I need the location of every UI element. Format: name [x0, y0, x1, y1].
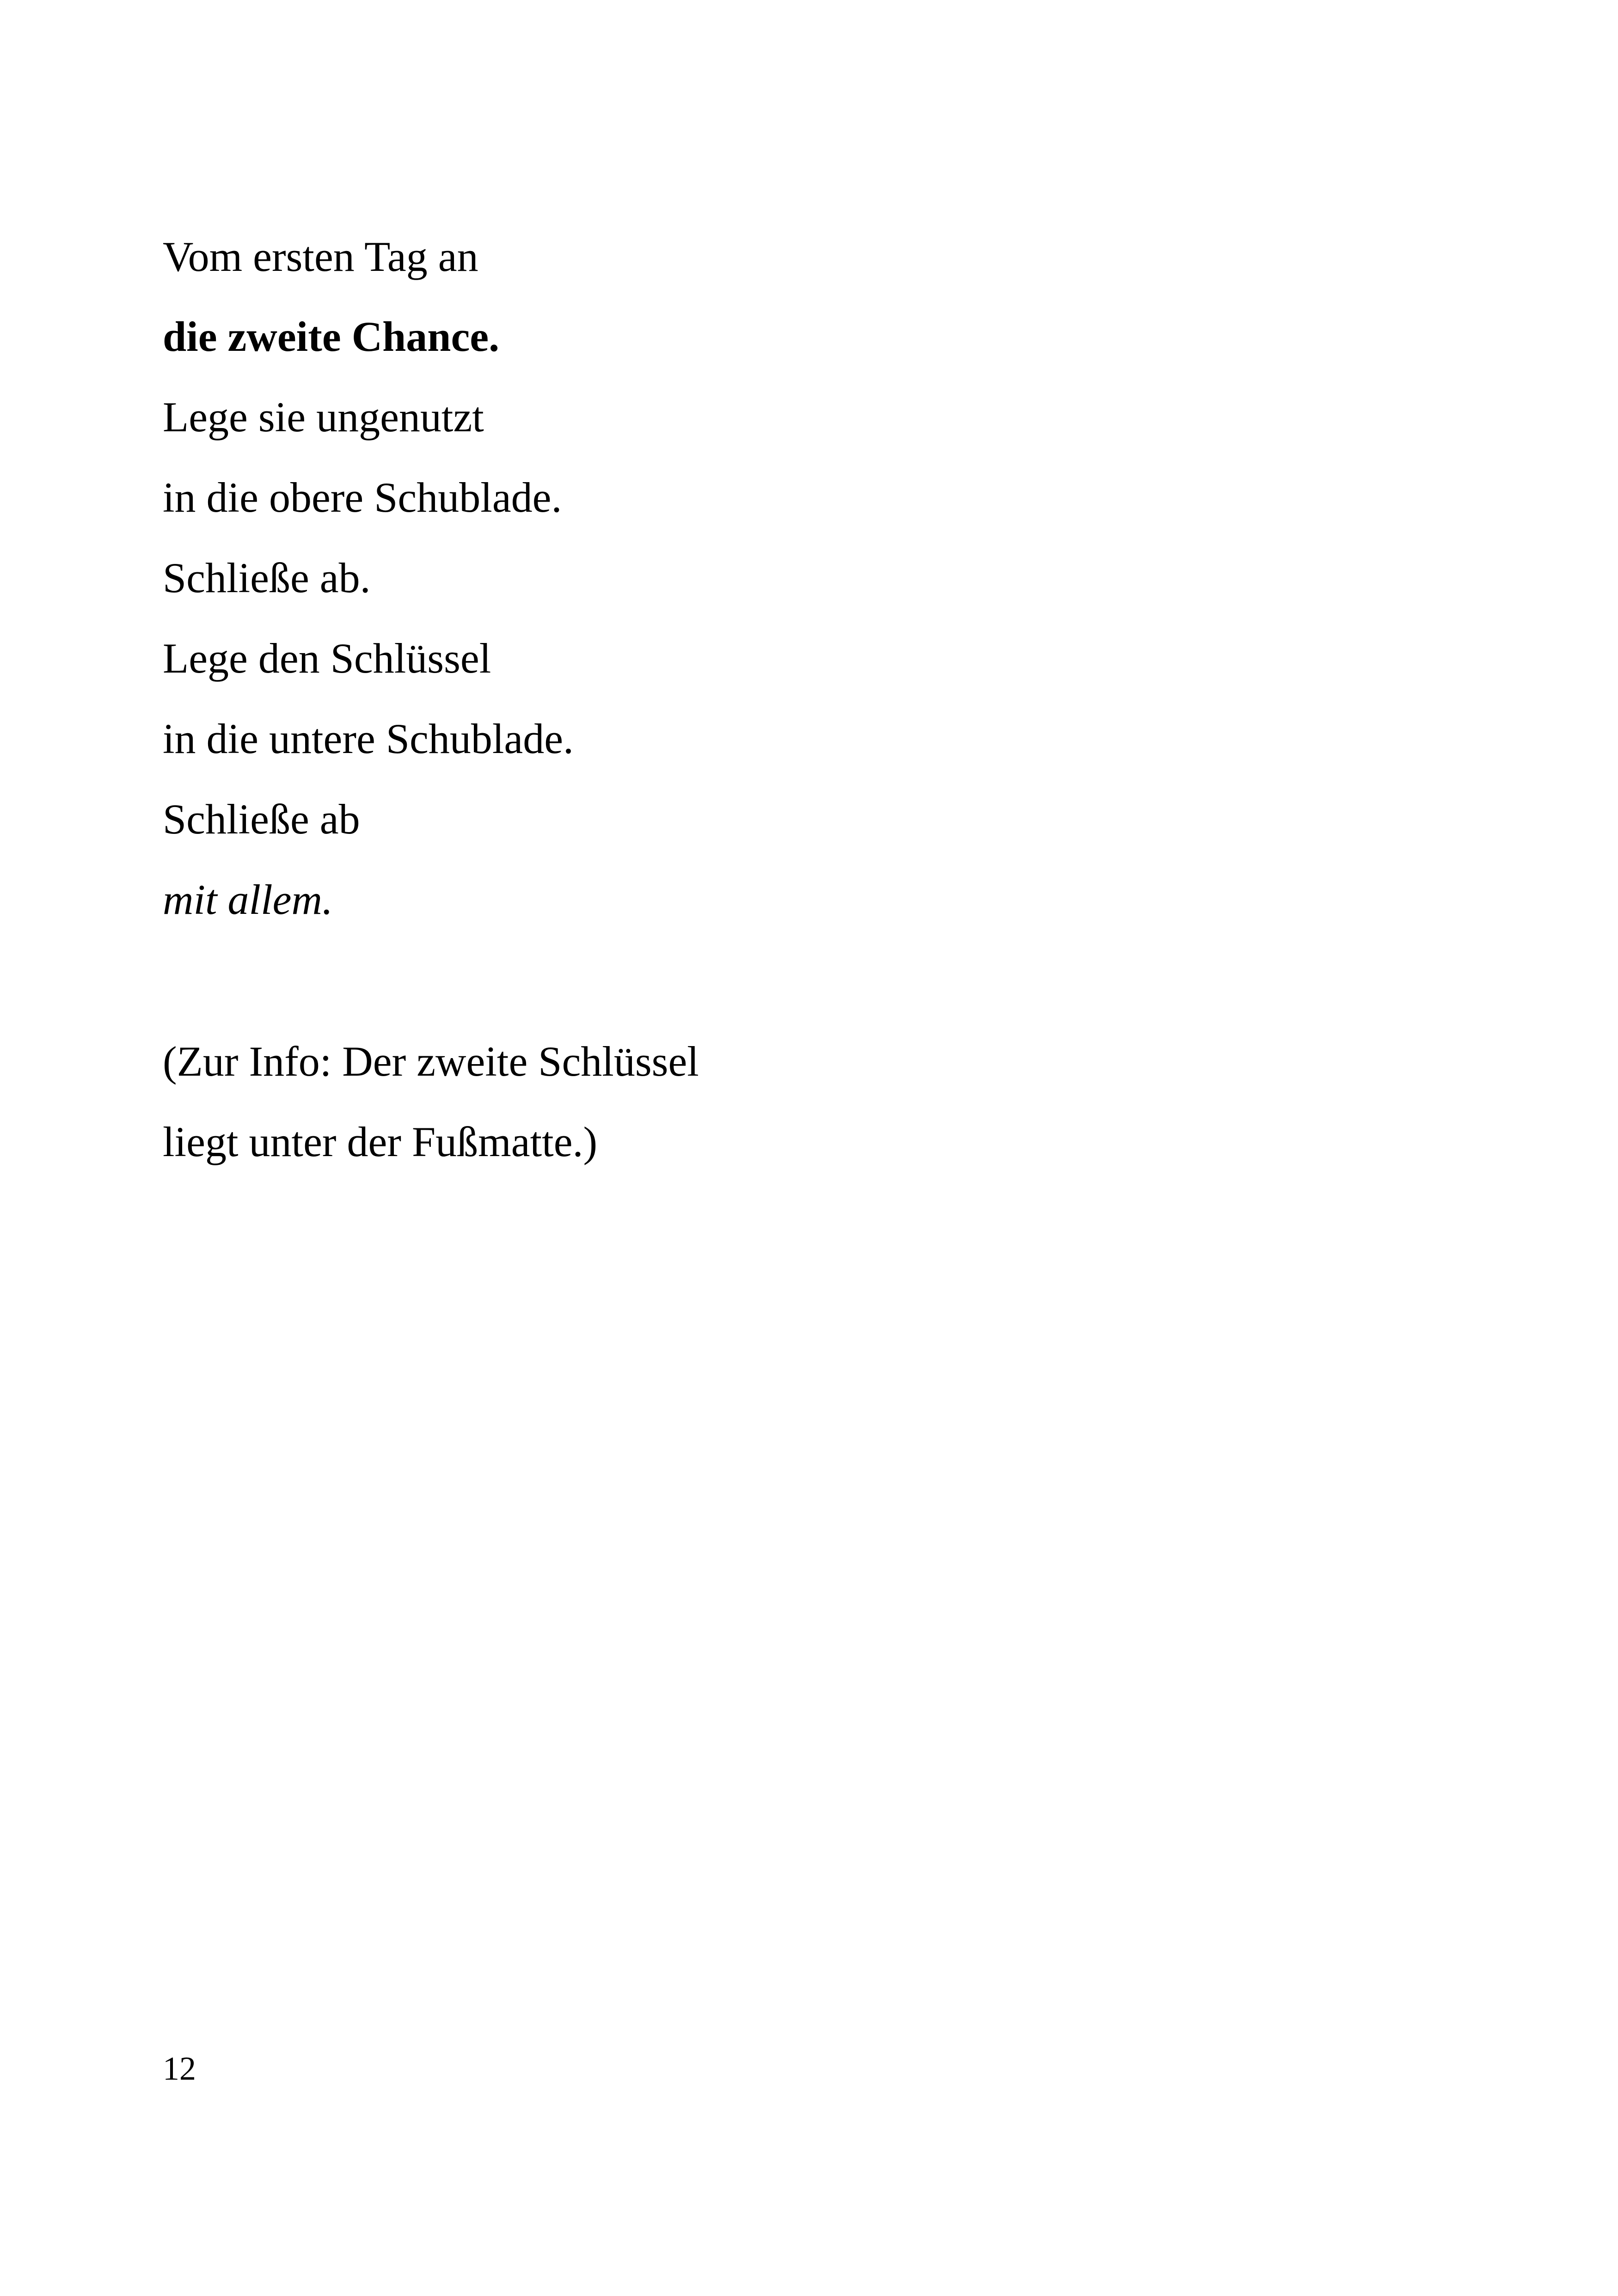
poem-line: Schließe ab.	[163, 554, 371, 601]
note-line: (Zur Info: Der zweite Schlüssel	[163, 1038, 699, 1085]
poem-line-italic: mit allem.	[163, 876, 333, 923]
poem-line-bold: die zweite Chance.	[163, 313, 500, 360]
poem-line: in die obere Schublade.	[163, 474, 562, 521]
poem-line: Lege den Schlüssel	[163, 635, 491, 682]
poem-line: Lege sie ungenutzt	[163, 393, 484, 441]
page-number: 12	[163, 2050, 196, 2087]
poem-line: Schließe ab	[163, 796, 360, 843]
note-line: liegt unter der Fußmatte.)	[163, 1118, 598, 1165]
poem-line: in die untere Schublade.	[163, 715, 574, 762]
poem-line: Vom ersten Tag an	[163, 233, 478, 280]
